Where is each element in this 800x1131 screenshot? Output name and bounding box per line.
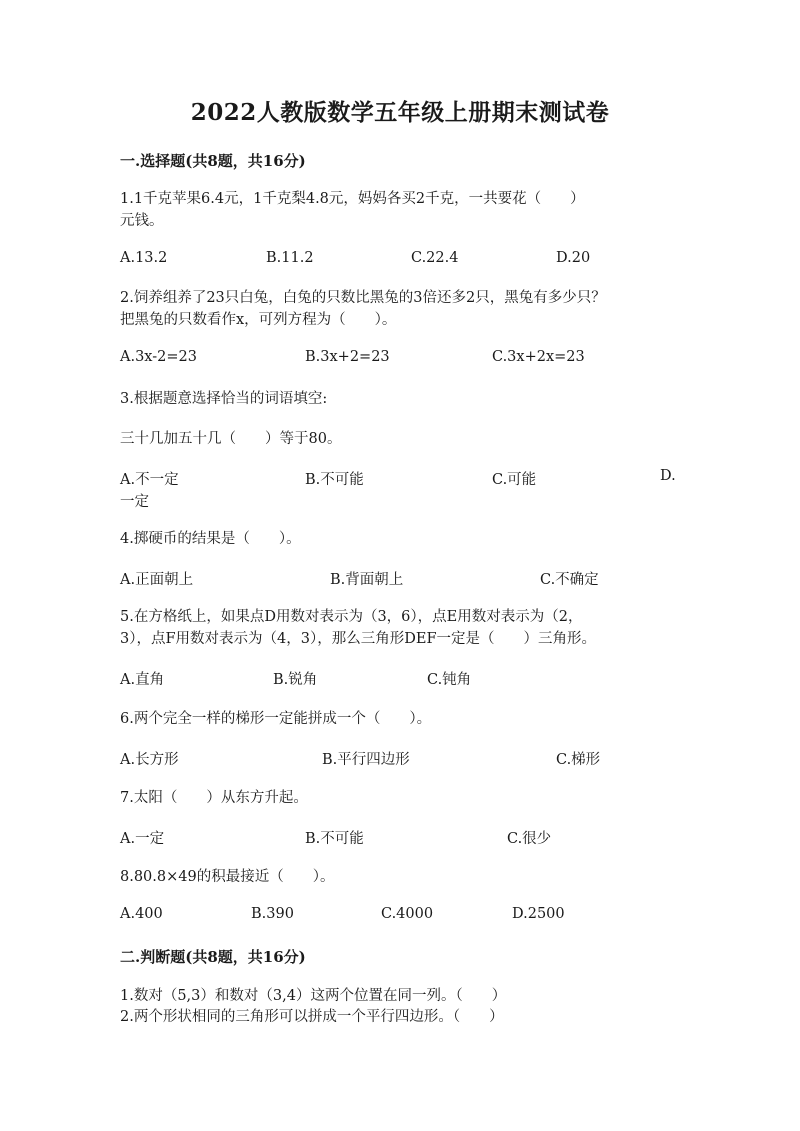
question-3-option-d: D. [660,468,676,484]
question-3-line-2: 三十几加五十几（ ）等于80。 [120,431,342,447]
question-8-option-a: A.400 [120,906,163,922]
question-2-line-1: 2.饲养组养了23只白兔，白兔的只数比黑兔的3倍还多2只，黑兔有多少只？ [120,290,606,306]
question-3-line-1: 3.根据题意选择恰当的词语填空: [120,391,328,407]
question-5-option-b: B.锐角 [273,672,318,688]
question-8-option-b: B.390 [251,906,294,922]
question-5-line-2: 3），点F用数对表示为（4，3），那么三角形DEF一定是（ ）三角形。 [120,631,597,647]
question-2-option-b: B.3x+2=23 [305,349,390,365]
question-5-line-1: 5.在方格纸上，如果点D用数对表示为（3，6），点E用数对表示为（2， [120,609,583,625]
question-7-line-1: 7.太阳（ ）从东方升起。 [120,790,308,806]
question-7-option-b: B.不可能 [305,831,364,847]
question-3-option-b: B.不可能 [305,472,364,488]
question-2-option-a: A.3x-2=23 [120,349,197,365]
page-title: 2022人教版数学五年级上册期末测试卷 [190,99,610,126]
question-4-line-1: 4.掷硬币的结果是（ ）。 [120,531,301,547]
question-7-option-c: C.很少 [507,831,552,847]
question-8-option-c: C.4000 [381,906,434,922]
question-3-option-a: A.不一定 [120,472,179,488]
judgement-2-line-1: 2.两个形状相同的三角形可以拼成一个平行四边形。（ ） [120,1009,504,1025]
question-6-option-a: A.长方形 [120,752,179,768]
section-heading-judgement: 二.判断题(共8题，共16分) [120,948,306,966]
question-1-option-d: D.20 [556,250,591,266]
question-4-option-b: B.背面朝上 [330,572,404,588]
question-4-option-c: C.不确定 [540,572,599,588]
question-1-line-1: 1.1千克苹果6.4元，1千克梨4.8元，妈妈各买2千克，一共要花（ ） [120,191,585,207]
question-3-option-c: C.可能 [492,472,537,488]
question-1-option-c: C.22.4 [411,250,459,266]
question-2-option-c: C.3x+2x=23 [492,349,585,365]
question-5-option-c: C.钝角 [427,672,472,688]
question-4-option-a: A.正面朝上 [120,572,194,588]
question-7-option-a: A.一定 [120,831,165,847]
question-2-line-2: 把黑兔的只数看作x，可列方程为（ ）。 [120,312,397,328]
question-3-option-d-wrap: 一定 [120,494,149,510]
question-1-option-a: A.13.2 [120,250,168,266]
question-8-option-d: D.2500 [512,906,565,922]
question-1-option-b: B.11.2 [266,250,314,266]
question-5-option-a: A.直角 [120,672,165,688]
section-heading-choice: 一.选择题(共8题，共16分) [120,152,306,170]
question-6-option-c: C.梯形 [556,752,601,768]
question-6-line-1: 6.两个完全一样的梯形一定能拼成一个（ ）。 [120,711,432,727]
question-1-line-2: 元钱。 [120,213,164,229]
judgement-1-line-1: 1.数对（5,3）和数对（3,4）这两个位置在同一列。（ ） [120,988,507,1004]
question-8-line-1: 8.80.8×49的积最接近（ ）。 [120,869,335,885]
question-6-option-b: B.平行四边形 [322,752,410,768]
